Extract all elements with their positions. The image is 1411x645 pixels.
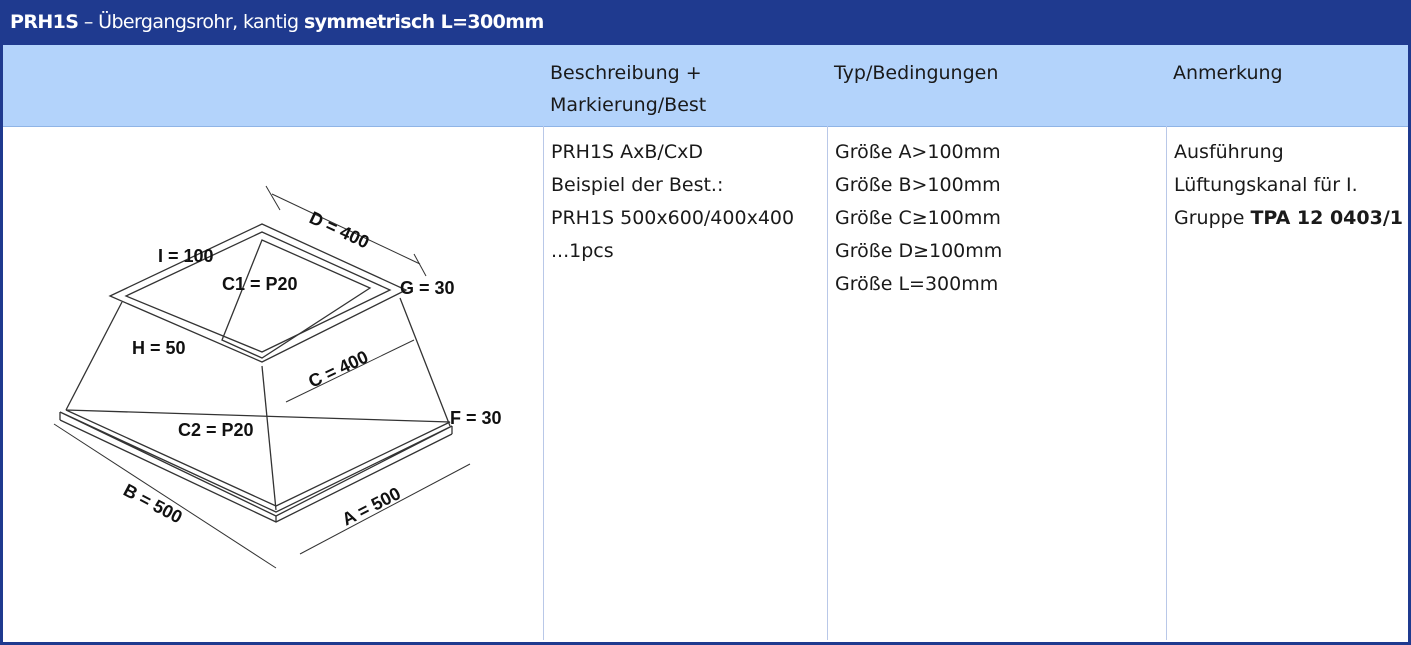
condition-line: Größe D≥100mm: [835, 240, 1003, 262]
remark-line: Ausführung: [1174, 141, 1284, 163]
label-h: H = 50: [132, 338, 186, 358]
header-description-line1: Beschreibung +: [550, 62, 702, 84]
title-text: – Übergangsrohr, kantig: [78, 11, 304, 33]
dim-tick: [414, 254, 426, 276]
label-f: F = 30: [450, 408, 502, 428]
title-code: PRH1S: [10, 11, 79, 33]
header-description-line2: Markierung/Best: [550, 94, 707, 116]
label-c: C = 400: [305, 346, 372, 392]
conditions-cell: [835, 136, 1002, 301]
top-opening: [222, 240, 370, 358]
remark-line: Lüftungskanal für I.: [1174, 174, 1358, 196]
product-title: [0, 0, 1411, 45]
label-c2: C2 = P20: [178, 420, 254, 440]
label-c1: C1 = P20: [222, 274, 298, 294]
header-type: Typ/Bedingungen: [834, 62, 999, 84]
column-divider: [1166, 126, 1167, 640]
body-edge-front: [262, 366, 276, 510]
condition-line: Größe C≥100mm: [835, 207, 1001, 229]
condition-line: Größe L=300mm: [835, 273, 999, 295]
column-divider: [543, 126, 544, 640]
description-line: PRH1S 500x600/400x400: [551, 207, 795, 229]
description-line: Beispiel der Best.:: [551, 174, 724, 196]
remark-line: [1174, 202, 1403, 235]
description-line: ...1pcs: [551, 240, 614, 262]
body-edge-right: [400, 298, 450, 426]
header-remark: Anmerkung: [1173, 62, 1283, 84]
column-divider: [827, 126, 828, 640]
header-description: [550, 57, 706, 121]
body-edge-left: [66, 302, 122, 410]
remark-prefix: Gruppe: [1174, 207, 1251, 229]
label-d: D = 400: [306, 207, 373, 253]
description-line: PRH1S AxB/CxD: [551, 141, 703, 163]
condition-line: Größe A>100mm: [835, 141, 1001, 163]
title-suffix: symmetrisch L=300mm: [303, 11, 544, 33]
transition-duct-drawing: [40, 180, 520, 580]
label-g: G = 30: [400, 278, 455, 298]
label-a: A = 500: [338, 483, 404, 530]
dim-tick: [266, 186, 280, 210]
label-b: B = 500: [120, 479, 186, 528]
label-i: I = 100: [158, 246, 214, 266]
remark-cell: [1174, 136, 1403, 235]
description-cell: [551, 136, 794, 268]
remark-standard: TPA 12 0403/1: [1250, 207, 1403, 229]
condition-line: Größe B>100mm: [835, 174, 1001, 196]
